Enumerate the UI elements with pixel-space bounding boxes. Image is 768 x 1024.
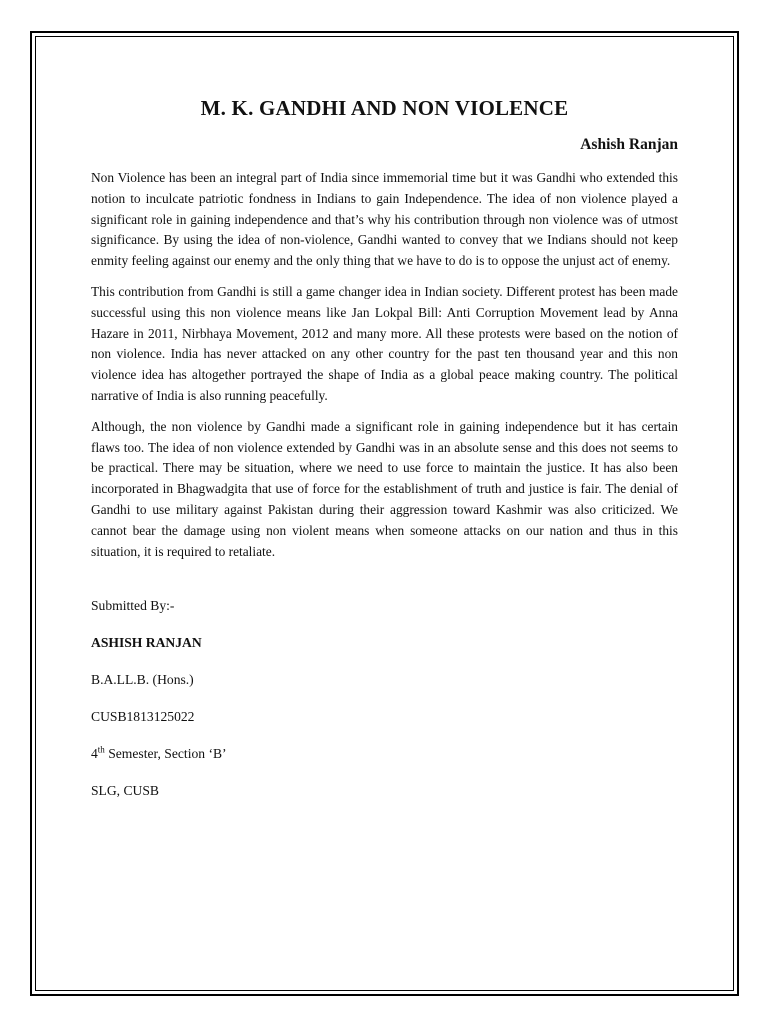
document-title: M. K. GANDHI AND NON VIOLENCE bbox=[200, 96, 569, 120]
semester-suffix: th bbox=[97, 744, 105, 755]
semester-section bbox=[91, 744, 678, 764]
document-body bbox=[91, 94, 678, 818]
institution: SLG, CUSB bbox=[91, 783, 159, 799]
roll-number: CUSB1813125022 bbox=[91, 709, 195, 725]
semester-text: Semester, Section ‘B’ bbox=[104, 746, 227, 762]
paragraph-3: Although, the non violence by Gandhi made a significant role in gaining independence but it has certain flaws too. The idea of non violence extended by Gandhi was in an absolute sense and this does not seems to be practical. There may be situation, where we need to use force to maintain the justice. It has also been incorporated in Bhagwadgita that use of force for the establishment of truth and justice is fair. The denial of Gandhi to use military against Pakistan during their aggression toward Kashmir was also criticized. We cannot bear the damage using non violent means when someone attacks on our nation and thus in this situation, it is required to retaliate. bbox=[91, 418, 678, 559]
submitter-name: ASHISH RANJAN bbox=[91, 635, 202, 651]
degree: B.A.LL.B. (Hons.) bbox=[91, 672, 194, 688]
paragraph-2: This contribution from Gandhi is still a game changer idea in Indian society. Different protest has been made successful using this non violence means like Jan Lokpal Bill: Anti Corruption Movement lead by Anna Hazare in 2011, Nirbhaya Movement, 2012 and many more. All these protests were based on the notion of non violence. India has never attacked on any other country for the past ten thousand year and this non violence idea has altogether portrayed the shape of India as a global peace making country. The political narrative of India is also running peacefully. bbox=[91, 283, 678, 403]
submitted-by-label: Submitted By:- bbox=[91, 598, 175, 614]
submission-block bbox=[91, 596, 678, 801]
semester-number: 4 bbox=[91, 746, 98, 762]
paragraph-1: Non Violence has been an integral part of India since immemorial time but it was Gandhi who extended this notion to inculcate patriotic fondness in Indians to gain Independence. The idea of non violence played a significant role in gaining independence and that’s why his contribution through non violence was of utmost significance. By using the idea of non-violence, Gandhi wanted to convey that we Indians should not keep enmity feeling against our enemy and the only thing that we have to do is to oppose the unjust act of enemy. bbox=[91, 170, 678, 269]
author-name: Ashish Ranjan bbox=[580, 136, 678, 153]
